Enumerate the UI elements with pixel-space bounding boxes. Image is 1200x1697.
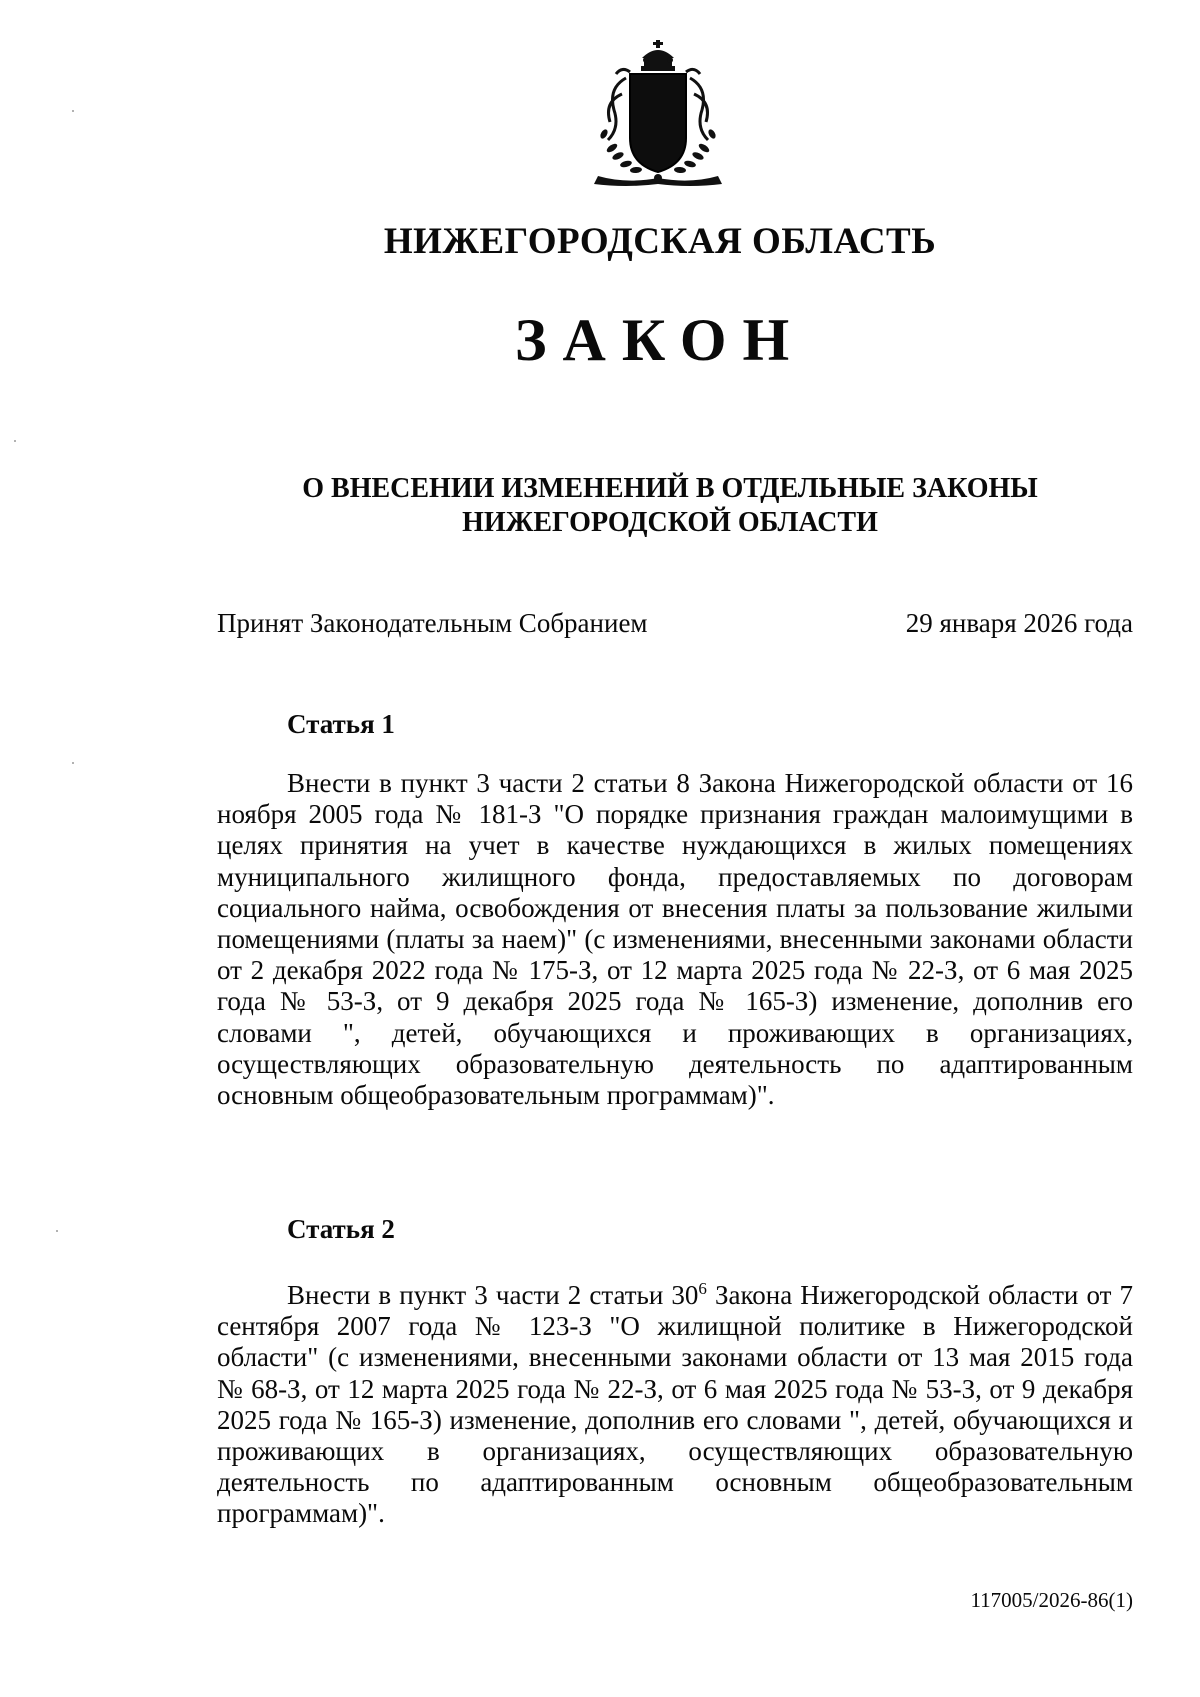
- scan-mark: [72, 762, 74, 764]
- article-2-body: [217, 1273, 1133, 1530]
- law-title-line-1: О ВНЕСЕНИИ ИЗМЕНЕНИЙ В ОТДЕЛЬНЫЕ ЗАКОНЫ: [302, 473, 1038, 504]
- adoption-row: [217, 608, 1133, 639]
- article-2-superscript: 6: [698, 1279, 707, 1298]
- adoption-date: 29 января 2026 года: [905, 608, 1133, 638]
- region-title: НИЖЕГОРОДСКАЯ ОБЛАСТЬ: [383, 221, 937, 262]
- scan-mark: [14, 440, 16, 442]
- article-2-heading: Статья 2: [287, 1214, 395, 1244]
- law-title-line-2: НИЖЕГОРОДСКОЙ ОБЛАСТИ: [462, 507, 878, 538]
- adopted-by: Принят Законодательным Собранием: [217, 608, 648, 638]
- article-2-body-start: Внести в пункт 3 части 2 статьи 30: [287, 1280, 699, 1310]
- article-1-heading: Статья 1: [287, 709, 395, 739]
- article-1-body: Внести в пункт 3 части 2 статьи 8 Закона Нижегородской области от 16 ноября 2005 года № 181-З "О порядке признания граждан малоимущими в целях принятия на учет в качестве нуждающихся в жилых помещениях муниципального жилищного фонда, предоставляемых по договорам социального найма, освобождения от внесения платы за пользование жилыми помещениями (платы за наем)" (с изменениями, внесенными законами области от 2 декабря 2022 года № 175-З, от 12 марта 2025 года № 22-З, от 6 мая 2025 года № 53-З, от 9 декабря 2025 года № 165-З) изменение, дополнив его словами ", детей, обучающихся и проживающих в организациях, осуществляющих образовательную деятельность по адаптированным основным общеобразовательным программам)".: [217, 768, 1133, 1111]
- scan-mark: [56, 1230, 58, 1232]
- scan-mark: [72, 110, 74, 112]
- article-2-body-end: Закона Нижегородской области от 7 сентября 2007 года № 123-З "О жилищной политике в Нижегородской области" (с изменениями, внесенными законами области от 13 мая 2015 года № 68-З, от 12 марта 2025 года № 22-З, от 6 мая 2025 года № 53-З, от 9 декабря 2025 года № 165-З) изменение, дополнив его словами ", детей, обучающихся и проживающих в организациях, осуществляющих образовательную деятельность по адаптированным основным общеобразовательным программам)".: [217, 1280, 1133, 1529]
- coat-of-arms-emblem: [586, 38, 731, 188]
- law-title: [200, 472, 1140, 540]
- document-type-heading: ЗАКОН: [514, 307, 806, 373]
- document-registration-code: 117005/2026-86(1): [970, 1588, 1133, 1612]
